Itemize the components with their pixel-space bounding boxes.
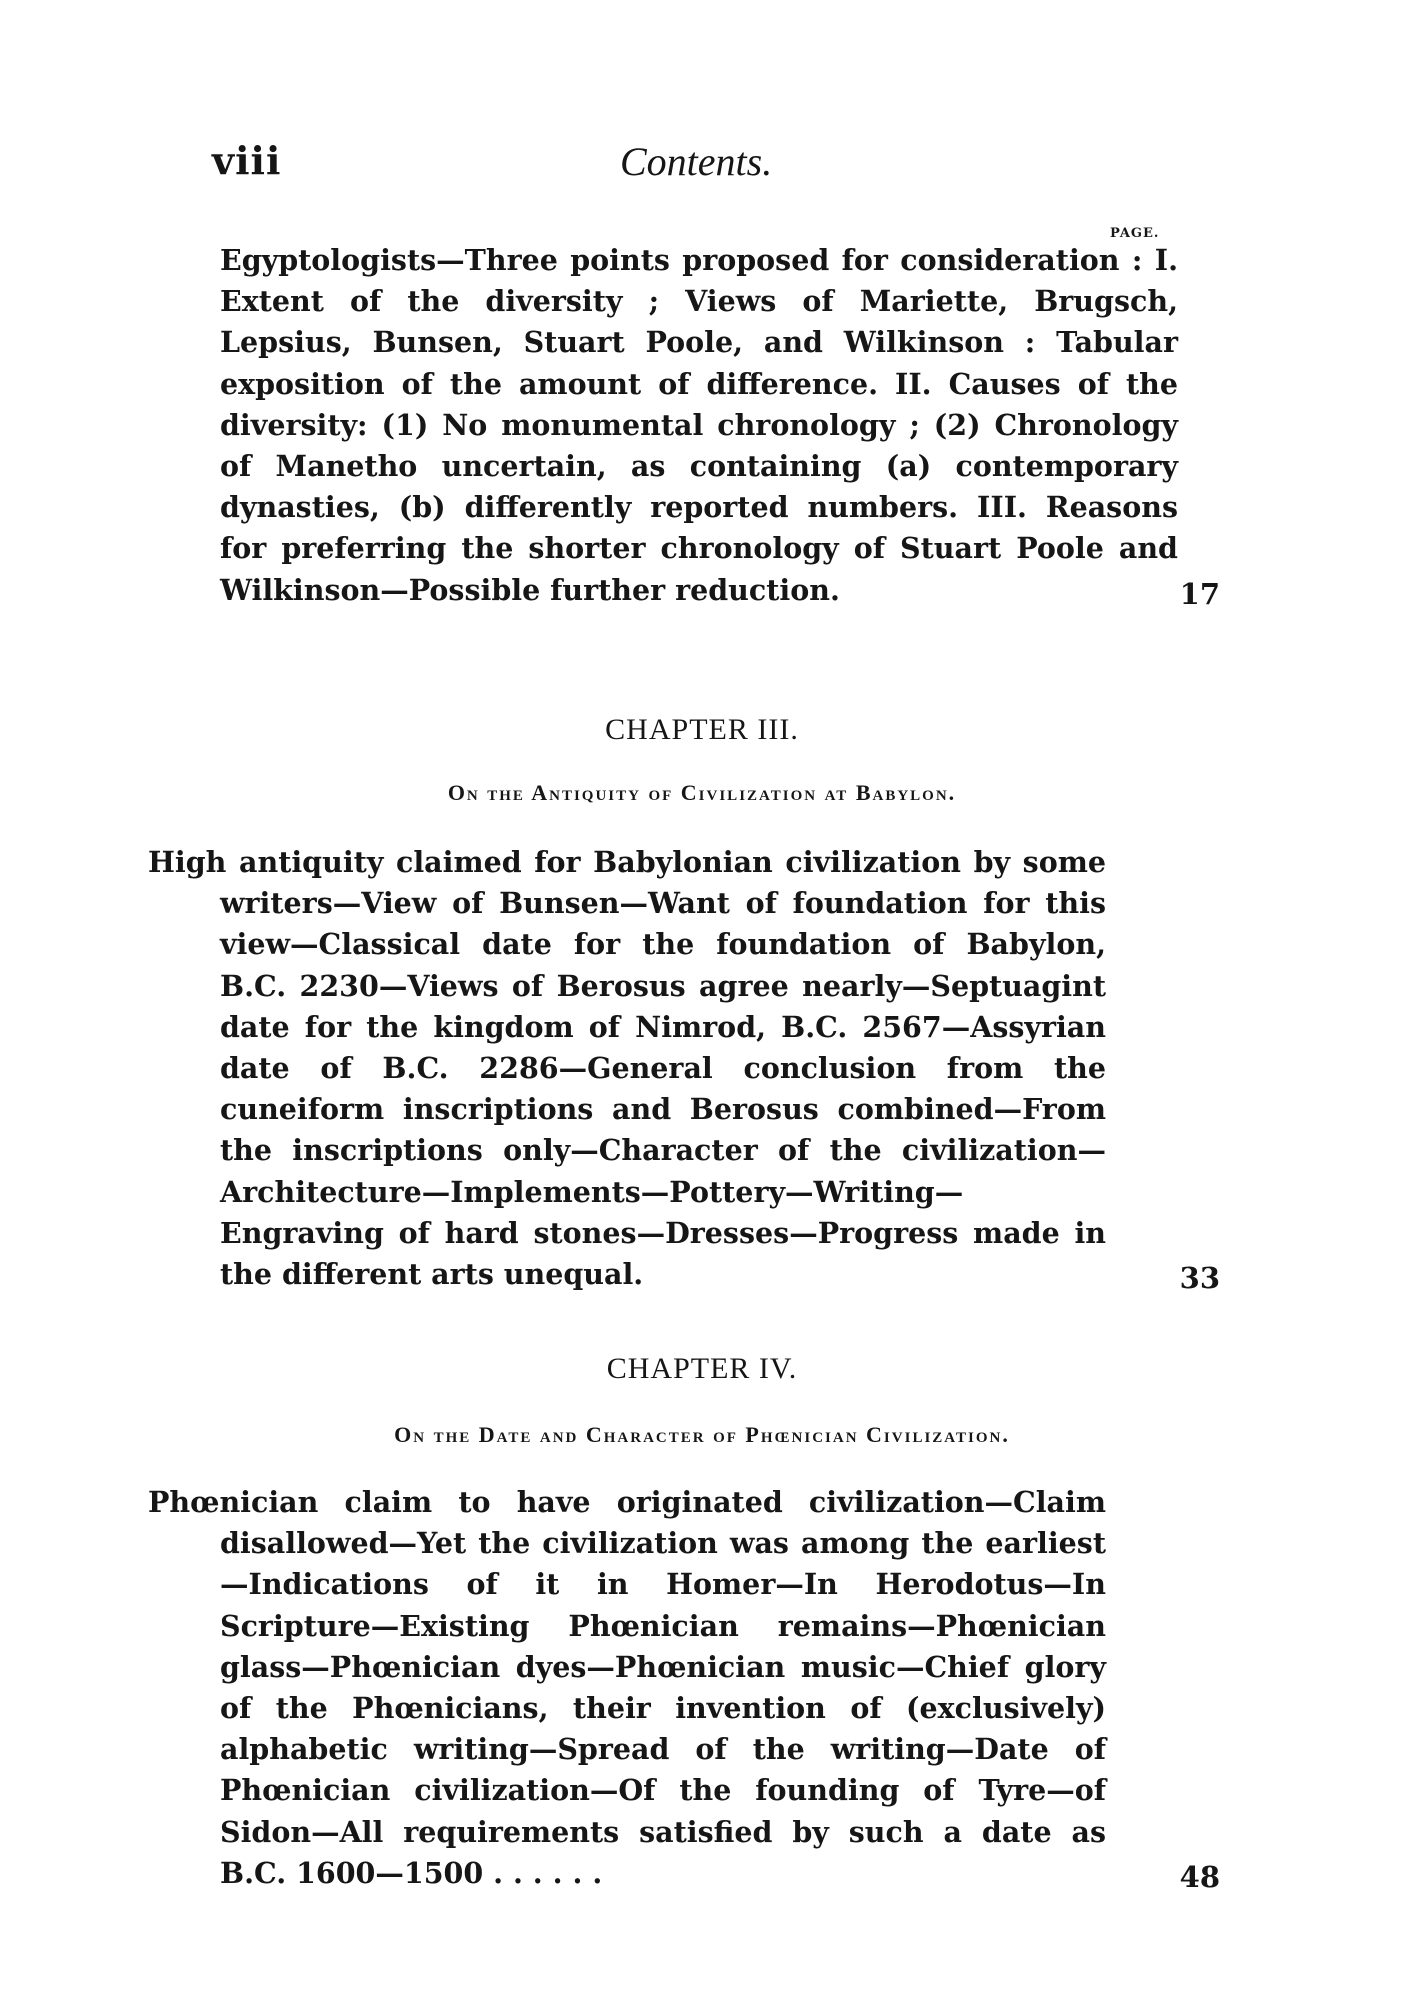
toc-entry-chapter-ii-continuation <box>220 240 1220 611</box>
running-title: Contents. <box>620 139 773 184</box>
toc-entry-chapter-iv <box>148 1482 1220 1895</box>
page-number: viii <box>212 138 282 183</box>
entry-body: Phœnician claim to have originated civilization—Claim disallowed—Yet the civilization was among the earliest—Indications of it in Homer—In Herodotus—In Scripture—Existing Phœnician remains—Phœnician glass—Phœnician dyes—Phœnician music—Chief glory of the Phœnicians, their invention of (exclusively) alphabetic writing—Spread of the writing—Date of Phœnician civilization—Of the founding of Tyre—of Sidon—All requirements satisfied by such a date as B.C. 1600—1500 . . . . . . <box>148 1485 1106 1890</box>
chapter-iii-subtitle: On the Antiquity of Civilization at Babylon. <box>447 780 957 805</box>
page-reference: 48 <box>1179 1860 1220 1895</box>
page-reference: 33 <box>1179 1261 1220 1296</box>
entry-body: High antiquity claimed for Babylonian civilization by some writers—View of Bunsen—Want of foundation for this view—Classical date for the foundation of Babylon, B.C. 2230—Views of Berosus agree nearly—Septuagint date for the kingdom of Nimrod, B.C. 2567—Assyrian date of B.C. 2286—General conclusion from the cuneiform inscriptions and Berosus combined—From the inscriptions only—Character of the civilization—Architecture—Implements—Pottery—Writing—Engraving of hard stones—Dresses—Progress made in the different arts unequal. <box>148 845 1106 1292</box>
chapter-iv-subtitle: On the Date and Character of Phœnician Civilization. <box>394 1422 1010 1447</box>
page-column-label: PAGE. <box>1110 226 1160 241</box>
page-reference: 17 <box>1179 576 1220 611</box>
chapter-iii-title: CHAPTER III. <box>605 713 799 746</box>
entry-text <box>220 240 1178 611</box>
entry-text <box>148 1482 1178 1894</box>
chapter-iv-title: CHAPTER IV. <box>606 1352 798 1385</box>
toc-entry-chapter-iii <box>148 842 1220 1296</box>
entry-text <box>148 842 1178 1295</box>
entry-body: Egyptologists—Three points proposed for consideration : I. Extent of the diversity ; Views of Mariette, Brugsch, Lepsius, Bunsen, Stuart Poole, and Wilkinson : Tabular exposition of the amount of difference. II. Causes of the diversity: (1) No monumental chronology ; (2) Chronology of Manetho uncertain, as containing (a) contemporary dynasties, (b) differently reported numbers. III. Reasons for preferring the shorter chronology of Stuart Poole and Wilkinson—Possible further reduction. <box>220 243 1178 607</box>
